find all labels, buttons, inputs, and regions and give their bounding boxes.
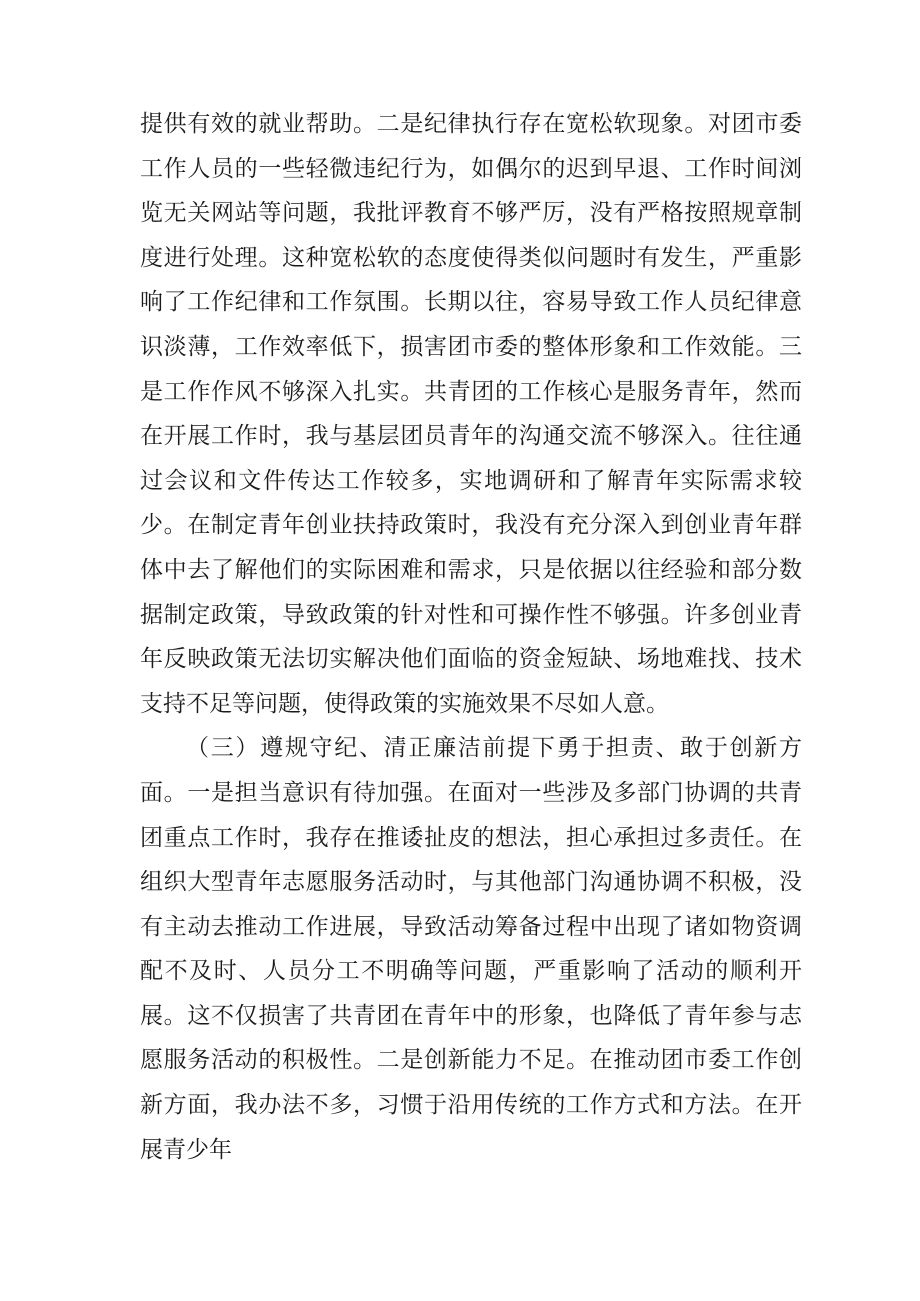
paragraph-2: （三）遵规守纪、清正廉洁前提下勇于担责、敢于创新方面。一是担当意识有待加强。在面对一些涉及多部门协调的共青团重点工作时，我存在推诿扯皮的想法，担心承担过多责任。在组织大型青年志愿服务活动时，与其他部门沟通协调不积极，没有主动去推动工作进展，导致活动筹备过程中出现了诸如物资调配不及时、人员分工不明确等问题，严重影响了活动的顺利开展。这不仅损害了共青团在青年中的形象，也降低了青年参与志愿服务活动的积极性。二是创新能力不足。在推动团市委工作创新方面，我办法不多，习惯于沿用传统的工作方式和方法。在开展青少年 <box>140 735 802 1163</box>
paragraph-1: 提供有效的就业帮助。二是纪律执行存在宽松软现象。对团市委工作人员的一些轻微违纪行为，如偶尔的迟到早退、工作时间浏览无关网站等问题，我批评教育不够严厉，没有严格按照规章制度进行处理。这种宽松软的态度使得类似问题时有发生，严重影响了工作纪律和工作氛围。长期以往，容易导致工作人员纪律意识淡薄，工作效率低下，损害团市委的整体形象和工作效能。三是工作作风不够深入扎实。共青团的工作核心是服务青年，然而在开展工作时，我与基层团员青年的沟通交流不够深入。往往通过会议和文件传达工作较多，实地调研和了解青年实际需求较少。在制定青年创业扶持政策时，我没有充分深入到创业青年群体中去了解他们的实际困难和需求，只是依据以往经验和部分数据制定政策，导致政策的针对性和可操作性不够强。许多创业青年反映政策无法切实解决他们面临的资金短缺、场地难找、技术支持不足等问题，使得政策的实施效果不尽如人意。 <box>140 111 802 717</box>
body-text <box>140 102 802 1172</box>
